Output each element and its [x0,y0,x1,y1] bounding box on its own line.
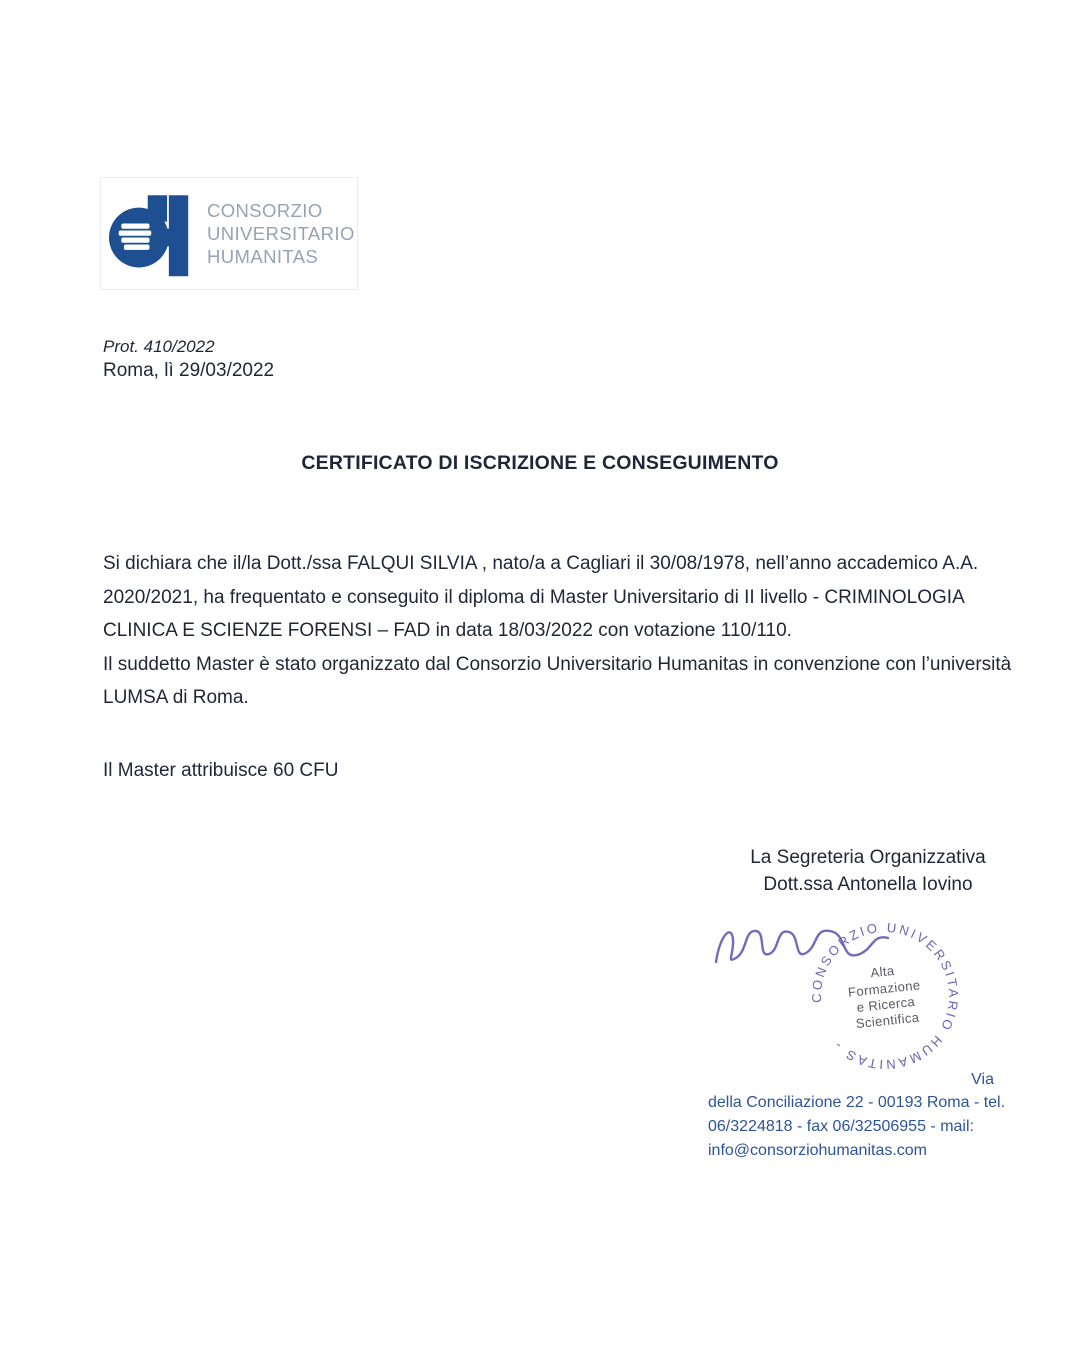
humanitas-logo-icon [109,188,197,280]
stamp-center-line-1: Alta [869,962,896,981]
logo-line-3: HUMANITAS [207,246,319,267]
body-text [103,547,1023,715]
footer-address-line-2: della Conciliazione 22 - 00193 Roma - tel. [708,1094,1006,1111]
logo-text [207,199,355,268]
date-line: Roma, lì 29/03/2022 [103,360,275,381]
footer-address-line-3: 06/3224818 - fax 06/32506955 - mail: [708,1118,974,1135]
stamp-center-line-3: e Ricerca [856,993,916,1015]
logo-line-1: CONSORZIO [207,200,323,221]
signer-name: Dott.ssa Antonella Iovino [763,874,973,895]
stamp-ring-text: CONSORZIO UNIVERSITARIO HUMANITAS - [808,919,962,1073]
logo [100,177,358,290]
paragraph-declaration: Si dichiara che il/la Dott./ssa FALQUI SILVIA , nato/a a Cagliari il 30/08/1978, nell’anno accademico A.A. 2020/2021, ha frequentato e conseguito il diploma di Master Universitario di II livello - CRIMINOLOGIA CLINICA E SCIENZE FORENSI – FAD in data 18/03/2022 con votazione 110/110. [103,553,979,641]
footer-email: info@consorziohumanitas.com [708,1142,928,1159]
stamp-center-line-4: Scientifica [855,1009,920,1032]
logo-line-2: UNIVERSITARIO [207,223,355,244]
document-title: CERTIFICATO DI ISCRIZIONE E CONSEGUIMENTO [301,452,779,474]
paragraph-organization: Il suddetto Master è stato organizzato dal Consorzio Universitario Humanitas in convenzione con l’università LUMSA di Roma. [103,653,1012,708]
secretariat-line: La Segreteria Organizzativa [750,847,986,868]
protocol-number: Prot. 410/2022 [103,337,215,356]
footer-address-line-1: Via [971,1071,994,1088]
stamp-and-signature [700,904,1010,1084]
cfu-line: Il Master attribuisce 60 CFU [103,760,339,781]
stamp-center-line-2: Formazione [847,977,922,1000]
signature-block [718,844,1018,898]
